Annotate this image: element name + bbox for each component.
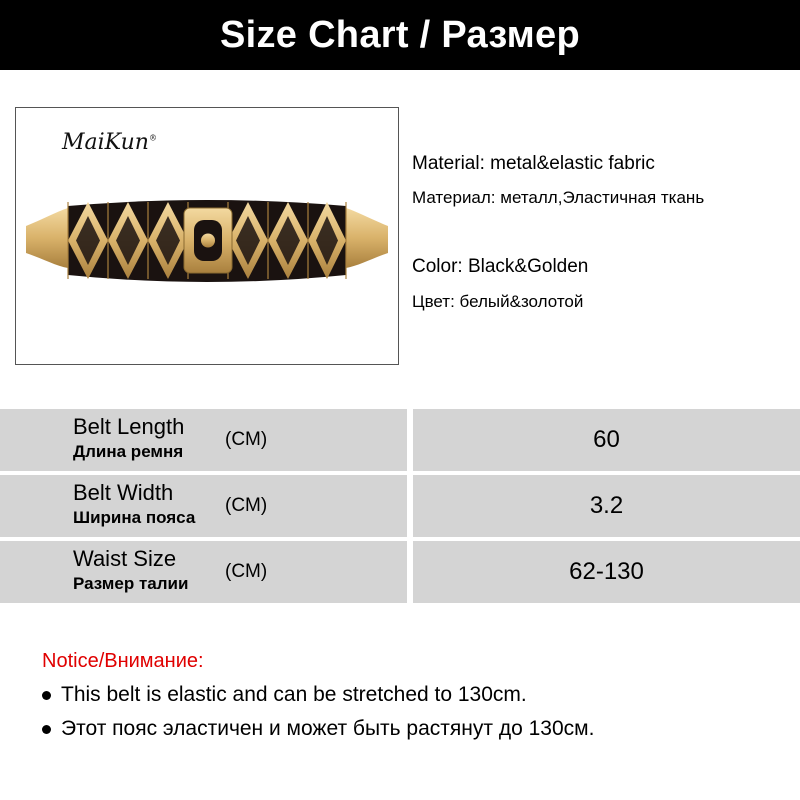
color-en: Color: Black&Golden: [412, 256, 589, 277]
table-row: [0, 541, 800, 603]
row-label-cell: [0, 475, 407, 537]
belt-photo-icon: [16, 108, 398, 364]
notice-text: This belt is elastic and can be stretched to 130cm.: [61, 683, 527, 706]
row-value: 60: [413, 409, 800, 471]
row-label-ru: Ширина пояса: [73, 508, 196, 527]
row-label-ru: Длина ремня: [73, 442, 184, 461]
bullet-icon: [42, 691, 51, 700]
row-label-cell: [0, 409, 407, 471]
brand-logo: MaiKun®: [62, 130, 157, 155]
notice-title: Notice/Внимание:: [42, 650, 204, 672]
unit-label: (CM): [225, 429, 268, 450]
table-row: [0, 409, 800, 471]
row-label-en: Waist Size: [73, 546, 177, 571]
row-value: 62-130: [413, 541, 800, 603]
unit-label: (CM): [225, 495, 268, 516]
table-row: [0, 475, 800, 537]
material-en: Material: metal&elastic fabric: [412, 153, 655, 174]
page-title: Size Chart / Размер: [219, 13, 581, 56]
row-label-cell: [0, 541, 407, 603]
row-label-en: Belt Length: [73, 414, 185, 439]
notice-item: [42, 717, 594, 741]
unit-label: (CM): [225, 561, 268, 582]
row-label-en: Belt Width: [73, 480, 174, 505]
page-header: [0, 0, 800, 70]
notice-text: Этот пояс эластичен и может быть растянут до 130см.: [61, 717, 595, 740]
color-ru: Цвет: белый&золотой: [412, 292, 584, 311]
notice-item: [42, 683, 527, 707]
material-ru: Материал: металл,Эластичная ткань: [412, 188, 705, 207]
row-label-ru: Размер талии: [73, 574, 189, 593]
row-value: 3.2: [413, 475, 800, 537]
bullet-icon: [42, 725, 51, 734]
product-photo: [15, 107, 399, 365]
